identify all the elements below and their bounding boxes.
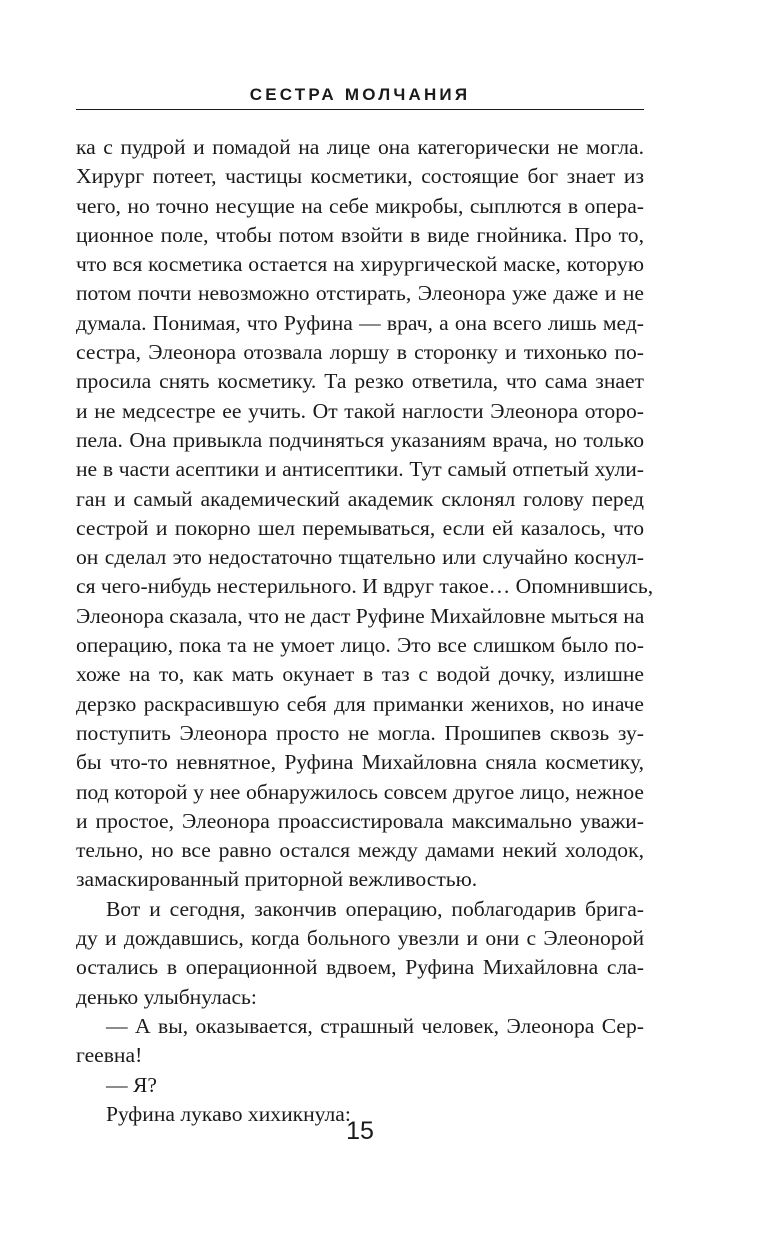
text-line: Элеонора сказала, что не даст Руфине Михайловне мыться на <box>76 603 645 628</box>
text-line: — Я? <box>106 1072 157 1097</box>
text-line: не в части асептики и антисептики. Тут самый отпетый хули- <box>76 457 644 482</box>
text-line: ка с пудрой и помадой на лице она категорически не могла. <box>76 135 644 159</box>
text-line: просила снять косметику. Та резко ответила, что сама знает <box>76 369 644 394</box>
text-line: остались в операционной вдвоем, Руфина Михайловна сла- <box>76 955 644 980</box>
text-line: и не медсестре ее учить. От такой наглости Элеонора оторо- <box>76 398 644 423</box>
header-rule <box>76 109 644 110</box>
text-line: Вот и сегодня, закончив операцию, поблагодарив брига- <box>106 896 644 921</box>
text-line: сестра, Элеонора отозвала лоршу в сторонку и тихонько по- <box>76 340 644 365</box>
text-line: Руфина лукаво хихикнула: <box>106 1101 351 1126</box>
text-line: потом почти невозможно отстирать, Элеонора уже даже и не <box>76 281 644 306</box>
body-text <box>76 133 654 1129</box>
text-line: дерзко раскрасившую себя для приманки женихов, но иначе <box>76 691 644 716</box>
text-line: думала. Понимая, что Руфина — врач, а она всего лишь мед- <box>76 310 644 335</box>
text-line: поступить Элеонора просто не могла. Прошипев сквозь зу- <box>76 720 644 745</box>
text-line: под которой у нее обнаружилось совсем другое лицо, нежное <box>76 779 644 804</box>
text-line: бы что-то невнятное, Руфина Михайловна сняла косметику, <box>76 750 644 775</box>
running-title: СЕСТРА МОЛЧАНИЯ <box>249 85 471 104</box>
text-line: пела. Она привыкла подчиняться указаниям врача, но только <box>76 427 644 452</box>
text-line: ду и дождавшись, когда больного увезли и они с Элеонорой <box>76 926 644 951</box>
text-line: что вся косметика остается на хирургической маске, которую <box>76 252 644 277</box>
text-line: ган и самый академический академик склонял голову перед <box>76 486 644 511</box>
text-line: денько улыбнулась: <box>76 984 257 1009</box>
text-line: — А вы, оказывается, страшный человек, Элеонора Сер- <box>106 1013 644 1038</box>
page-number: 15 <box>346 1117 374 1145</box>
text-line: ся чего-нибудь нестерильного. И вдруг такое… Опомнившись, <box>76 574 654 599</box>
text-line: операцию, пока та не умоет лицо. Это все слишком было по- <box>76 633 644 658</box>
text-line: Хирург потеет, частицы косметики, состоящие бог знает из <box>76 164 644 189</box>
text-line: тельно, но все равно остался между дамами некий холодок, <box>76 838 644 863</box>
text-line: сестрой и покорно шел перемываться, если ей казалось, что <box>76 515 644 540</box>
text-line: ционное поле, чтобы потом взойти в виде гнойника. Про то, <box>76 222 644 247</box>
text-line: хоже на то, как мать окунает в таз с водой дочку, излишне <box>76 662 644 687</box>
text-line: он сделал это недостаточно тщательно или случайно коснул- <box>76 545 644 570</box>
text-line: чего, но точно несущие на себе микробы, сыплются в опера- <box>76 193 644 218</box>
text-line: геевна! <box>76 1043 143 1068</box>
text-line: замаскированный приторной вежливостью. <box>76 867 478 892</box>
text-line: и простое, Элеонора проассистировала максимально уважи- <box>76 808 644 833</box>
